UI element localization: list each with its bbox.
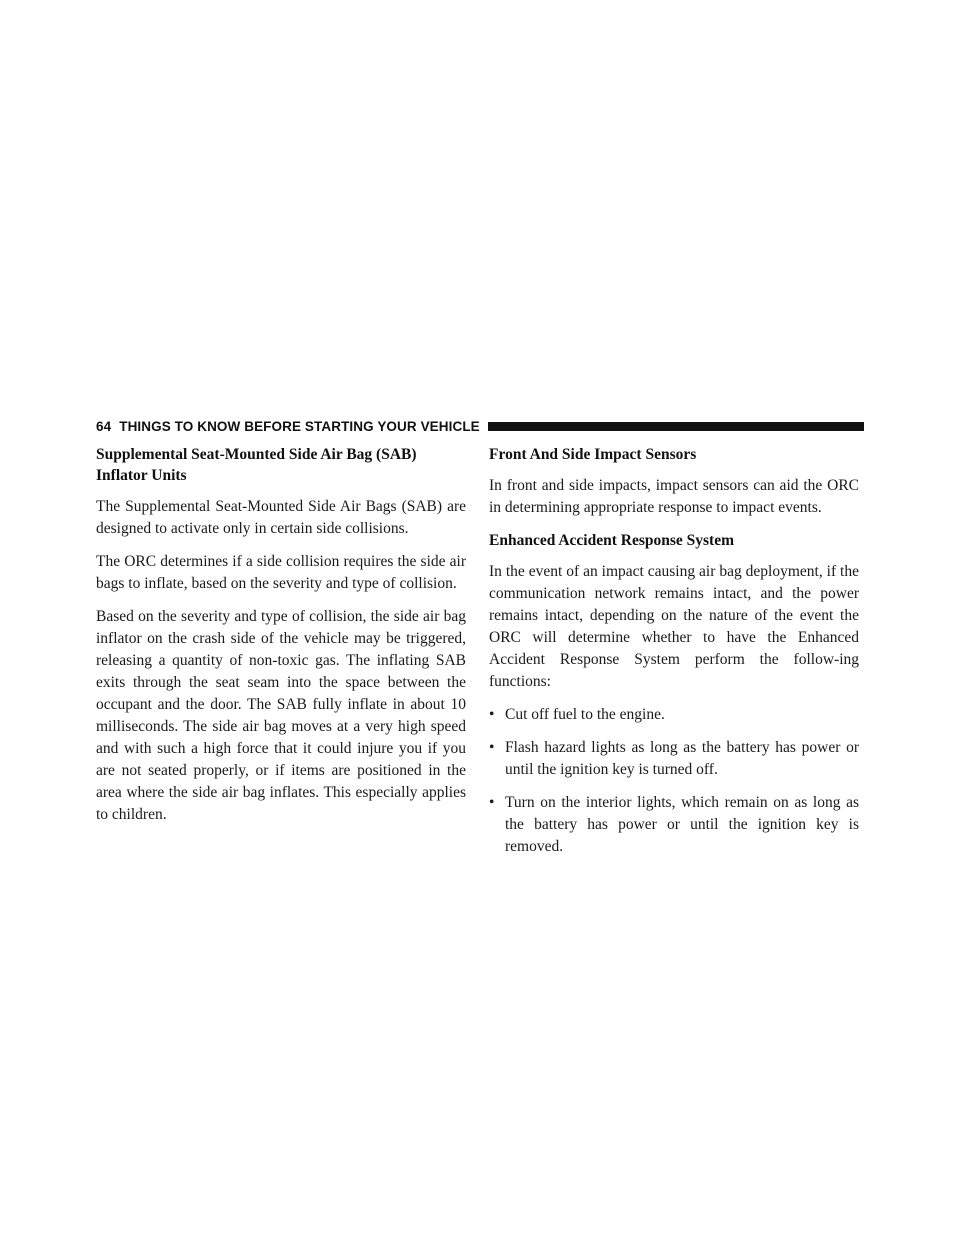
list-item-text: Cut off fuel to the engine.: [505, 706, 665, 723]
bullet-icon: •: [489, 706, 495, 723]
sab-heading: Supplemental Seat-Mounted Side Air Bag (SAB) Inflator Units: [96, 446, 417, 484]
ears-function-list: [489, 704, 859, 858]
ears-paragraph: In the event of an impact causing air bag deployment, if the communication network remains intact, and the power remains intact, depending on the nature of the event the ORC will determine whether to have the Enhanced Accident Response System perform the follow-ing functions:: [489, 563, 859, 690]
bullet-icon: •: [489, 794, 495, 811]
right-column: [489, 444, 859, 869]
ears-heading: Enhanced Accident Response System: [489, 532, 735, 549]
page-number: 64: [96, 418, 112, 434]
impact-sensors-paragraph: In front and side impacts, impact sensors can aid the ORC in determining appropriate response to impact events.: [489, 477, 859, 516]
header-rule: [488, 422, 864, 431]
sab-paragraph-1: The Supplemental Seat-Mounted Side Air Bags (SAB) are designed to activate only in certain side collisions.: [96, 498, 466, 537]
sab-paragraph-3: Based on the severity and type of collision, the side air bag inflator on the crash side of the vehicle may be triggered, releasing a quantity of non-toxic gas. The inflating SAB exits through the seat seam into the space between the occupant and the door. The SAB fully inflate in about 10 milliseconds. The side air bag moves at a very high speed and with such a high force that it could injure you if you are not seated properly, or if items are positioned in the area where the side air bag inflates. This especially applies to children.: [96, 608, 466, 823]
list-item: [489, 792, 859, 858]
list-item: [489, 704, 859, 726]
bullet-icon: •: [489, 739, 495, 756]
list-item-text: Turn on the interior lights, which remain on as long as the battery has power or until the ignition key is removed.: [505, 794, 859, 855]
left-column: [96, 444, 466, 837]
impact-sensors-heading: Front And Side Impact Sensors: [489, 446, 697, 463]
list-item: [489, 737, 859, 781]
sab-paragraph-2: The ORC determines if a side collision requires the side air bags to inflate, based on the severity and type of collision.: [96, 553, 466, 592]
section-title: THINGS TO KNOW BEFORE STARTING YOUR VEHICLE: [119, 418, 480, 434]
list-item-text: Flash hazard lights as long as the battery has power or until the ignition key is turned off.: [505, 739, 859, 778]
page-header: [96, 417, 864, 435]
